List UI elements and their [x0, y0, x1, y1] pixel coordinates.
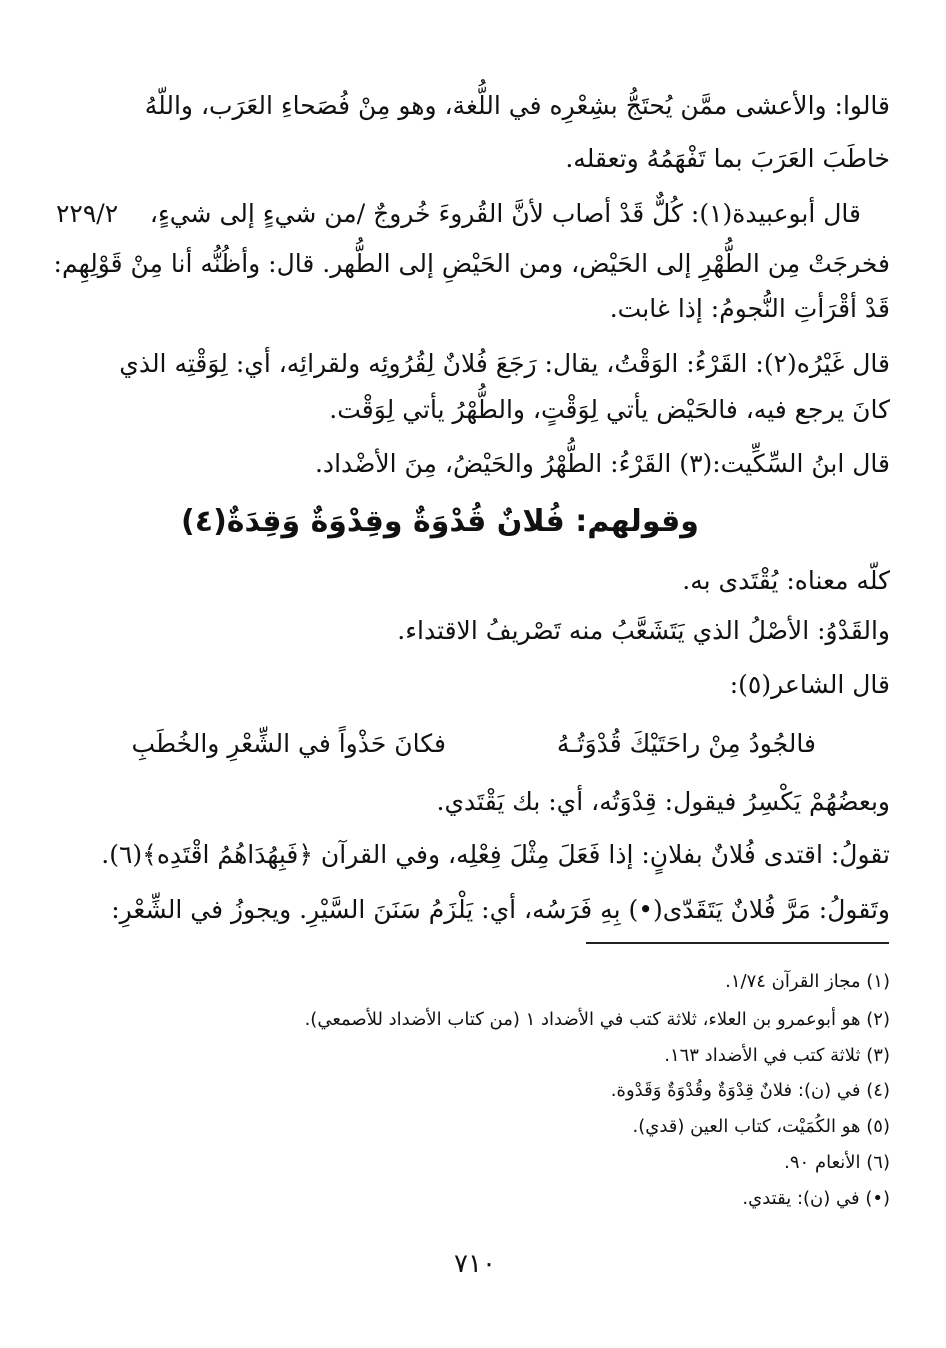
text-line: قال أبوعبيدة(١): كُلٌّ قَدْ أصاب لأنَّ القُروءَ خُروجٌ /من شيءٍ إلى شيءٍ،: [149, 199, 861, 228]
margin-page-reference: ٢٢٩/٢: [56, 199, 119, 228]
verse-hemistich-left: فكانَ حَذْواً في الشِّعْرِ والخُطَبِ: [131, 729, 446, 758]
text-line: كلّه معناه: يُقْتَدى به.: [682, 566, 890, 595]
text-line: تقولُ: اقتدى فُلانٌ بفلانٍ: إذا فَعَلَ مِثْلَ فِعْلِه، وفي القرآن ﴿فَبِهُدَاهُمُ اقْتَدِه﴾(٦).: [101, 840, 890, 869]
footnote: (٦) الأنعام ٩٠.: [784, 1152, 890, 1173]
text-line: فخرجَتْ مِن الطُّهْرِ إلى الحَيْض، ومن الحَيْضِ إلى الطُّهر. قال: وأظُنُّه أنا مِنْ قَوْلِهِم:: [53, 249, 890, 278]
verse-hemistich-right: فالجُودُ مِنْ راحَتَيْكَ قُدْوَتُـهُ: [556, 729, 816, 758]
text-line: قالوا: والأعشى ممَّن يُحتَجُّ بشِعْرِه في اللُّغة، وهو مِنْ فُصَحاءِ العَرَب، واللّهُ: [144, 91, 890, 120]
section-heading: وقولهم: فُلانٌ قُدْوَةٌ وقِدْوَةٌ وَقِدَةٌ(٤): [181, 504, 699, 539]
text-line: والقَدْوُ: الأصْلُ الذي يَتَشَعَّبُ منه تَصْريفُ الاقتداء.: [397, 616, 890, 645]
footnote: (٤) في (ن): فلانٌ قِدْوَةٌ وقُدْوَةٌ وَقَدْوة.: [610, 1080, 890, 1101]
footnote: (•) في (ن): يقتدي.: [742, 1188, 890, 1209]
text-line: قَدْ أقْرَأتِ النُّجومُ: إذا غابت.: [609, 294, 890, 323]
text-line: خاطَبَ العَرَبَ بما تَفْهَمُهُ وتعقله.: [565, 144, 890, 173]
text-line: وتَقولُ: مَرَّ فُلانٌ يَتَقَدّى(•) بِهِ فَرَسُه، أي: يَلْزَمُ سَنَنَ السَّيْرِ. ويجوزُ في الشِّعْرِ:: [111, 895, 890, 924]
text-line: كانَ يرجع فيه، فالحَيْض يأتي لِوَقْتٍ، والطُّهْرُ يأتي لِوَقْت.: [329, 395, 890, 424]
footnote: (١) مجاز القرآن ١/٧٤.: [725, 971, 890, 992]
text-line: قال غَيْرُه(٢): القَرْءُ: الوَقْتُ، يقال: رَجَعَ فُلانٌ لِقُرُوئِه ولقرائِه، أي: لِوَقْتِه الذي: [119, 349, 890, 378]
text-line: قال ابنُ السِّكِّيت:(٣) القَرْءُ: الطُّهْرُ والحَيْضُ، مِنَ الأضْداد.: [314, 449, 890, 478]
footnote-separator: [586, 942, 889, 944]
text-line: وبعضُهُمْ يَكْسِرُ فيقول: قِدْوَتُه، أي: بك يَقْتَدي.: [436, 787, 890, 816]
text-line: قال الشاعر(٥):: [729, 670, 890, 699]
footnote: (٣) ثلاثة كتب في الأضداد ١٦٣.: [664, 1045, 890, 1066]
footnote: (٥) هو الكُمَيْت، كتاب العين (قدي).: [632, 1116, 890, 1137]
footnote: (٢) هو أبوعمرو بن العلاء، ثلاثة كتب في الأضداد ١ (من كتاب الأضداد للأصمعي).: [304, 1009, 890, 1030]
page-number: ٧١٠: [454, 1249, 496, 1279]
